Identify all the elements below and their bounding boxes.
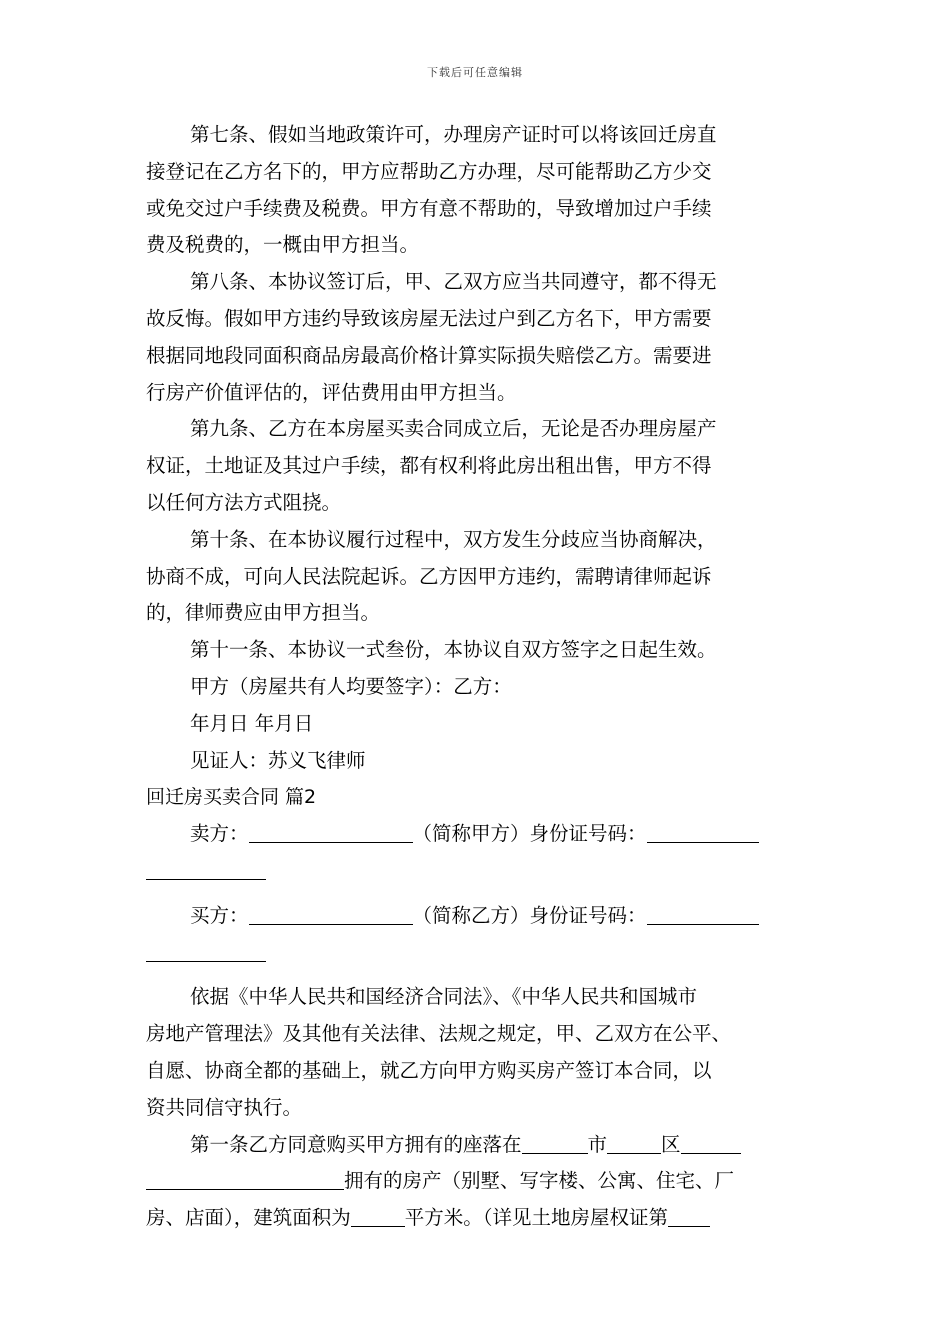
city-label: 市	[587, 1132, 608, 1156]
clause-1-line	[146, 1200, 806, 1237]
seller-name-blank	[249, 822, 413, 843]
district-blank	[607, 1133, 661, 1154]
buyer-id-continuation	[146, 935, 806, 972]
buyer-id-label: （简称乙方）身份证号码：	[412, 903, 647, 927]
article-10-line: 的，律师费应由甲方担当。	[146, 601, 381, 625]
seller-label: 卖方：	[190, 822, 249, 846]
article-11-line: 第十一条、本协议一式叁份，本协议自双方签字之日起生效。	[190, 638, 717, 662]
article-10-line: 第十条、在本协议履行过程中，双方发生分歧应当协商解决，	[190, 527, 717, 551]
article-8-line: 故反悔。假如甲方违约导致该房屋无法过户到乙方名下，甲方需要	[146, 306, 712, 330]
address-blank-cont	[146, 1169, 344, 1190]
article-7-line: 费及税费的，一概由甲方担当。	[146, 233, 420, 257]
article-8-line: 行房产价值评估的，评估费用由甲方担当。	[146, 380, 517, 404]
clause-1-text: 第一条乙方同意购买甲方拥有的座落在	[190, 1132, 522, 1156]
signature-parties-line: 甲方（房屋共有人均要签字）：乙方：	[190, 674, 512, 698]
article-7-line: 接登记在乙方名下的，甲方应帮助乙方办理，尽可能帮助乙方少交	[146, 159, 712, 183]
certificate-blank	[668, 1206, 710, 1227]
page-header: 下载后可任意编辑	[427, 66, 523, 79]
district-label: 区	[661, 1132, 681, 1156]
document-body	[146, 117, 806, 1237]
certificate-text: 平方米。（详见土地房屋权证第	[404, 1206, 669, 1230]
buyer-name-blank	[249, 904, 413, 925]
article-8-line: 第八条、本协议签订后，甲、乙双方应当共同遵守，都不得无	[190, 270, 717, 294]
preamble-line: 依据《中华人民共和国经济合同法》、《中华人民共和国城市	[190, 985, 698, 1009]
article-9-line: 权证，土地证及其过户手续，都有权利将此房出租出售，甲方不得	[146, 454, 712, 478]
city-blank	[522, 1133, 588, 1154]
witness-line: 见证人：苏义飞律师	[190, 748, 366, 772]
article-7-line: 第七条、假如当地政策许可，办理房产证时可以将该回迁房直	[190, 123, 717, 146]
buyer-line	[146, 898, 806, 935]
area-text: 房、店面），建筑面积为	[146, 1206, 351, 1230]
article-7-line: 或免交过户手续费及税费。甲方有意不帮助的，导致增加过户手续	[146, 196, 712, 220]
article-9-line: 以任何方法方式阻挠。	[146, 490, 342, 514]
preamble-line: 资共同信守执行。	[146, 1095, 303, 1119]
clause-1-line	[146, 1163, 806, 1200]
article-8-line: 根据同地段同面积商品房最高价格计算实际损失赔偿乙方。需要进	[146, 343, 712, 367]
address-blank	[681, 1133, 741, 1154]
seller-id-blank-cont	[146, 859, 266, 880]
buyer-label: 买方：	[190, 903, 249, 927]
clause-1-line	[146, 1127, 806, 1164]
seller-id-label: （简称甲方）身份证号码：	[412, 822, 647, 846]
seller-id-continuation	[146, 853, 806, 890]
buyer-id-blank	[647, 904, 759, 925]
article-10-line: 协商不成，可向人民法院起诉。乙方因甲方违约，需聘请律师起诉	[146, 564, 712, 588]
section-title: 回迁房买卖合同 篇2	[146, 786, 317, 809]
buyer-id-blank-cont	[146, 941, 266, 962]
area-blank	[351, 1206, 405, 1227]
seller-id-blank	[647, 822, 759, 843]
article-9-line: 第九条、乙方在本房屋买卖合同成立后，无论是否办理房屋产	[190, 417, 717, 441]
property-type-text: 拥有的房产（别墅、写字楼、公寓、住宅、厂	[344, 1169, 735, 1193]
preamble-line: 自愿、协商全都的基础上，就乙方向甲方购买房产签订本合同，以	[146, 1058, 712, 1082]
signature-date-line: 年月日 年月日	[190, 711, 314, 735]
seller-line	[146, 816, 806, 853]
preamble-line: 房地产管理法》及其他有关法律、法规之规定，甲、乙双方在公平、	[146, 1022, 732, 1046]
